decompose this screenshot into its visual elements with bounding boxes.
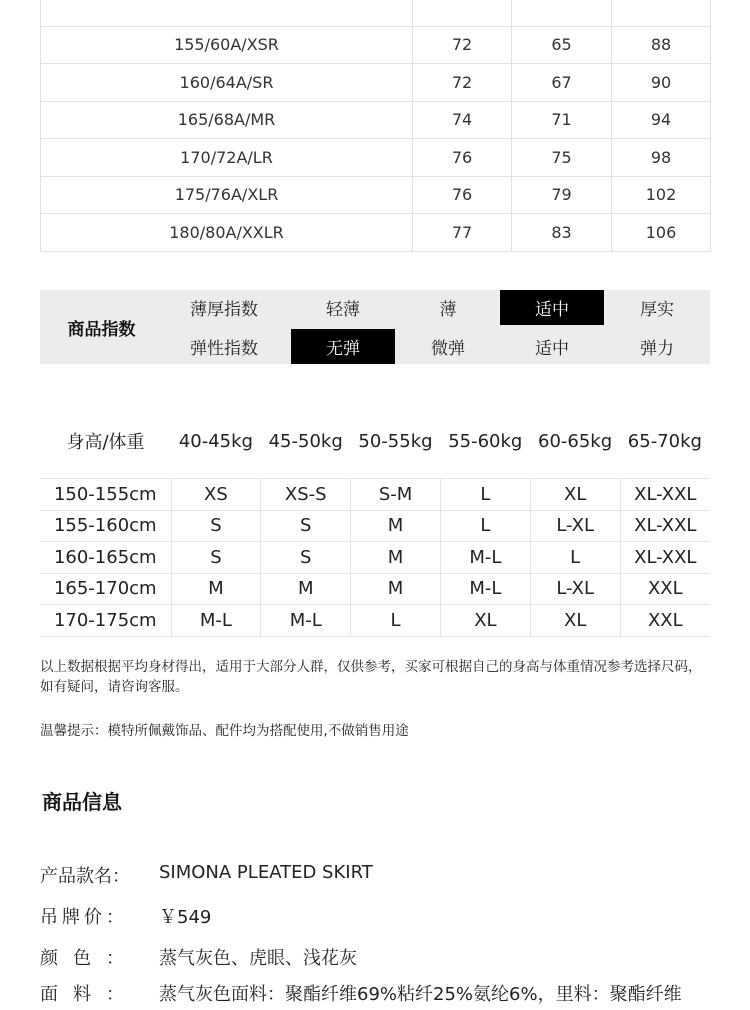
size-table-cell: 175/76A/XLR	[41, 176, 413, 214]
fabric-label	[40, 980, 124, 1006]
height-weight-header	[40, 424, 710, 458]
size-recommendation-cell: M	[351, 542, 441, 574]
size-recommendation-cell: XL-XXL	[620, 542, 710, 574]
thickness-index-label: 薄厚指数	[190, 300, 258, 320]
size-table	[40, 0, 711, 252]
label-char: 款	[76, 866, 94, 887]
height-weight-body	[40, 479, 710, 637]
product-name-row	[40, 862, 710, 892]
size-table-row	[41, 64, 711, 102]
size-table-cell: 79	[512, 176, 612, 214]
model-tip: 温馨提示：模特所佩戴饰品、配件均为搭配使用,不做销售用途	[40, 723, 409, 739]
size-table-cell: 170/72A/LR	[41, 139, 413, 177]
elasticity-index-row	[40, 329, 710, 364]
product-info-title: 商品信息	[42, 790, 122, 814]
size-table-cell: 90	[612, 64, 711, 102]
height-weight-table	[40, 478, 710, 637]
size-recommendation-cell: XXL	[620, 573, 710, 605]
thickness-option: 轻薄	[326, 300, 360, 320]
size-table-cell	[612, 0, 711, 26]
label-char: ：	[112, 866, 130, 887]
size-recommendation-cell: XL	[530, 605, 620, 637]
height-range-cell: 155-160cm	[40, 510, 171, 542]
color-label	[40, 944, 124, 970]
size-table-row	[41, 176, 711, 214]
size-table-row	[41, 101, 711, 139]
size-table-cell: 72	[413, 26, 512, 64]
size-disclaimer: 以上数据根据平均身材得出，适用于大部分人群，仅供参考，买家可根据自己的身高与体重情况参考选择尺码，如有疑问，请咨询客服。	[40, 659, 702, 695]
size-recommendation-cell: M	[171, 573, 261, 605]
height-range-cell: 160-165cm	[40, 542, 171, 574]
label-char: 牌	[62, 907, 80, 928]
size-recommendation-cell: XL-XXL	[620, 510, 710, 542]
size-table-cell: 71	[512, 101, 612, 139]
tag-price-row	[40, 903, 710, 933]
hw-header-cell: 身高/体重	[66, 432, 145, 453]
height-weight-row	[40, 605, 710, 637]
hw-header-cell: 45-50kg	[268, 430, 343, 452]
size-recommendation-cell: XXL	[620, 605, 710, 637]
hw-header-cell: 55-60kg	[448, 430, 523, 452]
fabric-value: 蒸气灰色面料：聚酯纤维69%粘纤25%氨纶6%，里料：聚酯纤维	[159, 984, 682, 1005]
label-char: 吊	[40, 907, 58, 928]
label-char: 颜	[40, 948, 58, 969]
thickness-option: 适中	[500, 290, 604, 325]
size-recommendation-cell: L	[440, 510, 530, 542]
height-range-cell: 170-175cm	[40, 605, 171, 637]
size-table-cell	[41, 0, 413, 26]
product-name-value: SIMONA PLEATED SKIRT	[159, 862, 373, 883]
size-table-cell: 76	[413, 139, 512, 177]
size-table-row	[41, 139, 711, 177]
product-index-title: 商品指数	[67, 319, 136, 340]
size-table-cell: 88	[612, 26, 711, 64]
size-table-cell: 83	[512, 214, 612, 252]
hw-header-cell: 50-55kg	[358, 430, 433, 452]
thickness-option: 薄	[439, 300, 457, 320]
thickness-option: 厚实	[640, 300, 674, 320]
size-table-cell: 106	[612, 214, 711, 252]
product-name-label	[40, 862, 130, 888]
hw-header-cell: 65-70kg	[627, 430, 702, 452]
size-recommendation-cell: S	[171, 542, 261, 574]
size-table-cell: 67	[512, 64, 612, 102]
size-table-cell: 76	[413, 176, 512, 214]
size-recommendation-cell: M	[261, 573, 351, 605]
size-recommendation-cell: L-XL	[530, 573, 620, 605]
label-char: ：	[106, 984, 124, 1005]
elasticity-option: 无弹	[291, 329, 395, 364]
size-recommendation-cell: S	[261, 510, 351, 542]
size-table-row	[41, 26, 711, 64]
size-recommendation-cell: L	[351, 605, 441, 637]
size-table-cell: 94	[612, 101, 711, 139]
label-char: 料	[73, 984, 91, 1005]
size-recommendation-cell: M-L	[261, 605, 351, 637]
height-weight-row	[40, 479, 710, 511]
tag-price-value: ￥549	[159, 907, 212, 928]
size-table-cell: 72	[413, 64, 512, 102]
size-table-cell: 165/68A/MR	[41, 101, 413, 139]
size-recommendation-cell: S	[261, 542, 351, 574]
size-recommendation-cell: XL	[530, 479, 620, 511]
hw-header-cell: 60-65kg	[538, 430, 613, 452]
label-char: ：	[106, 907, 124, 928]
label-char: 面	[40, 984, 58, 1005]
size-recommendation-cell: L-XL	[530, 510, 620, 542]
fabric-row	[40, 980, 710, 1010]
size-table-cell: 65	[512, 26, 612, 64]
label-char: 品	[58, 866, 76, 887]
hw-header-cell: 40-45kg	[178, 430, 253, 452]
label-char: 色	[73, 948, 91, 969]
size-recommendation-cell: M	[351, 573, 441, 605]
label-char: 产	[40, 866, 58, 887]
height-range-cell: 165-170cm	[40, 573, 171, 605]
size-table-cell: 75	[512, 139, 612, 177]
size-recommendation-cell: XS-S	[261, 479, 351, 511]
size-table-cell: 102	[612, 176, 711, 214]
product-index-panel	[40, 290, 710, 364]
elasticity-option: 微弹	[431, 339, 465, 359]
size-recommendation-cell: XL-XXL	[620, 479, 710, 511]
label-char: ：	[106, 948, 124, 969]
size-table-cell: 77	[413, 214, 512, 252]
size-table-cell: 160/64A/SR	[41, 64, 413, 102]
size-recommendation-cell: M-L	[171, 605, 261, 637]
size-table-cell	[413, 0, 512, 26]
size-recommendation-cell: M-L	[440, 542, 530, 574]
label-char: 价	[84, 907, 102, 928]
size-table-row	[41, 0, 711, 26]
size-recommendation-cell: M-L	[440, 573, 530, 605]
size-recommendation-cell: XL	[440, 605, 530, 637]
size-table-row	[41, 214, 711, 252]
size-recommendation-cell: M	[351, 510, 441, 542]
size-table-cell: 98	[612, 139, 711, 177]
size-table-cell: 180/80A/XXLR	[41, 214, 413, 252]
color-row	[40, 944, 710, 974]
elasticity-option: 适中	[535, 339, 569, 359]
size-recommendation-cell: L	[440, 479, 530, 511]
elasticity-option: 弹力	[640, 339, 674, 359]
label-char: 名	[94, 866, 112, 887]
height-range-cell: 150-155cm	[40, 479, 171, 511]
tag-price-label	[40, 903, 124, 929]
height-weight-row	[40, 510, 710, 542]
height-weight-row	[40, 542, 710, 574]
size-table-body	[41, 0, 711, 251]
thickness-index-row	[40, 290, 710, 325]
color-value: 蒸气灰色、虎眼、浅花灰	[159, 948, 357, 969]
size-table-cell	[512, 0, 612, 26]
size-table-cell: 74	[413, 101, 512, 139]
size-recommendation-cell: S-M	[351, 479, 441, 511]
size-table-cell: 155/60A/XSR	[41, 26, 413, 64]
size-recommendation-cell: XS	[171, 479, 261, 511]
height-weight-row	[40, 573, 710, 605]
size-recommendation-cell: L	[530, 542, 620, 574]
elasticity-index-label: 弹性指数	[190, 339, 258, 359]
size-recommendation-cell: S	[171, 510, 261, 542]
